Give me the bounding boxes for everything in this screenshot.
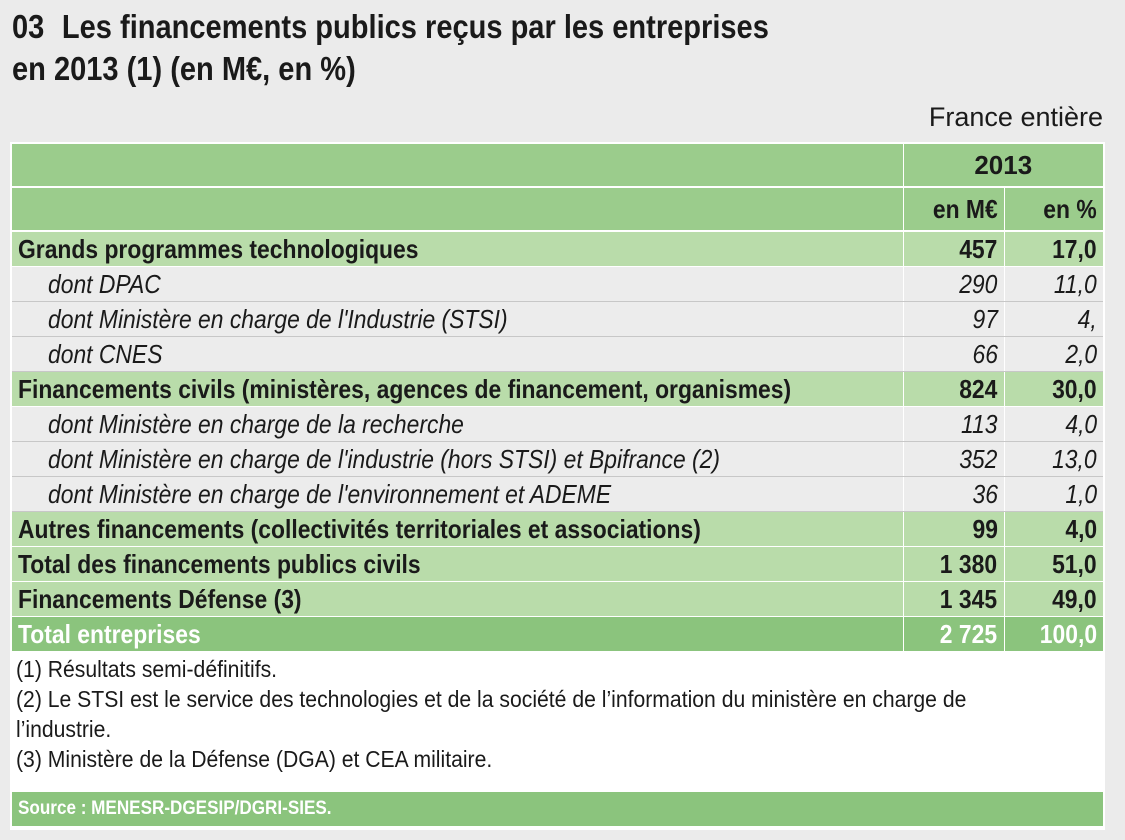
footnote-1: (1) Résultats semi-définitifs.	[16, 656, 278, 682]
title-number: 03	[12, 8, 45, 45]
financing-table	[12, 144, 1103, 651]
row-value-pct: 17,0	[1004, 231, 1103, 267]
table-row	[12, 582, 1103, 617]
header-blank-2	[12, 187, 903, 231]
footnote-2-line-1: (2) Le STSI est le service des technologies et de la société de l’information du ministère en charge de	[16, 686, 967, 712]
row-value-meur: 99	[903, 512, 1004, 547]
header-row-year	[12, 144, 1103, 187]
row-value-pct: 100,0	[1004, 617, 1103, 652]
row-value-pct: 13,0	[1004, 442, 1103, 477]
row-value-meur: 352	[903, 442, 1004, 477]
table-row	[12, 372, 1103, 407]
page-title	[12, 6, 980, 90]
row-label: dont Ministère en charge de l'Industrie (STSI)	[12, 302, 903, 337]
row-label: dont Ministère en charge de l'environnement et ADEME	[12, 477, 903, 512]
row-label: Total des financements publics civils	[12, 547, 903, 582]
year-header: 2013	[903, 144, 1103, 187]
row-value-pct: 1,0	[1004, 477, 1103, 512]
row-value-pct: 4,0	[1004, 512, 1103, 547]
table-row	[12, 442, 1103, 477]
row-value-meur: 2 725	[903, 617, 1004, 652]
table-row	[12, 337, 1103, 372]
source-bar	[12, 792, 1103, 826]
row-value-pct: 4,0	[1004, 407, 1103, 442]
title-text: Les financements publics reçus par les entreprises	[61, 8, 769, 45]
source-text: Source : MENESR-DGESIP/DGRI-SIES.	[18, 798, 332, 819]
row-label: dont DPAC	[12, 267, 903, 302]
row-label: Financements civils (ministères, agences de financement, organismes)	[12, 372, 903, 407]
table-card	[10, 142, 1105, 830]
row-value-meur: 824	[903, 372, 1004, 407]
row-label: dont Ministère en charge de l'industrie (hors STSI) et Bpifrance (2)	[12, 442, 903, 477]
header-blank	[12, 144, 903, 187]
row-label: Autres financements (collectivités territoriales et associations)	[12, 512, 903, 547]
column-header-pct: en %	[1004, 187, 1103, 231]
table-row	[12, 547, 1103, 582]
title-line-1	[12, 6, 980, 48]
table-row	[12, 407, 1103, 442]
column-header-meur: en M€	[903, 187, 1004, 231]
row-value-pct: 30,0	[1004, 372, 1103, 407]
geographic-scope: France entière	[928, 102, 1103, 132]
row-value-meur: 36	[903, 477, 1004, 512]
table-row	[12, 302, 1103, 337]
row-value-pct: 11,0	[1004, 267, 1103, 302]
row-value-pct: 2,0	[1004, 337, 1103, 372]
footnote-3: (3) Ministère de la Défense (DGA) et CEA militaire.	[16, 746, 493, 772]
table-row	[12, 512, 1103, 547]
table-row	[12, 267, 1103, 302]
row-value-meur: 1 345	[903, 582, 1004, 617]
row-label: Grands programmes technologiques	[12, 231, 903, 267]
title-line-2: en 2013 (1) (en M€, en %)	[12, 50, 356, 87]
row-label: dont Ministère en charge de la recherche	[12, 407, 903, 442]
footnotes	[16, 654, 1096, 774]
table-row	[12, 477, 1103, 512]
row-value-meur: 97	[903, 302, 1004, 337]
total-row	[12, 617, 1103, 652]
row-value-meur: 1 380	[903, 547, 1004, 582]
row-value-pct: 49,0	[1004, 582, 1103, 617]
row-value-meur: 290	[903, 267, 1004, 302]
row-label: Financements Défense (3)	[12, 582, 903, 617]
row-value-pct: 4,	[1004, 302, 1103, 337]
footnote-2-line-2: l’industrie.	[16, 716, 112, 742]
header-row-units	[12, 187, 1103, 231]
row-value-meur: 113	[903, 407, 1004, 442]
row-label: Total entreprises	[12, 617, 903, 652]
row-value-meur: 66	[903, 337, 1004, 372]
row-label: dont CNES	[12, 337, 903, 372]
row-value-pct: 51,0	[1004, 547, 1103, 582]
table-row	[12, 231, 1103, 267]
row-value-meur: 457	[903, 231, 1004, 267]
